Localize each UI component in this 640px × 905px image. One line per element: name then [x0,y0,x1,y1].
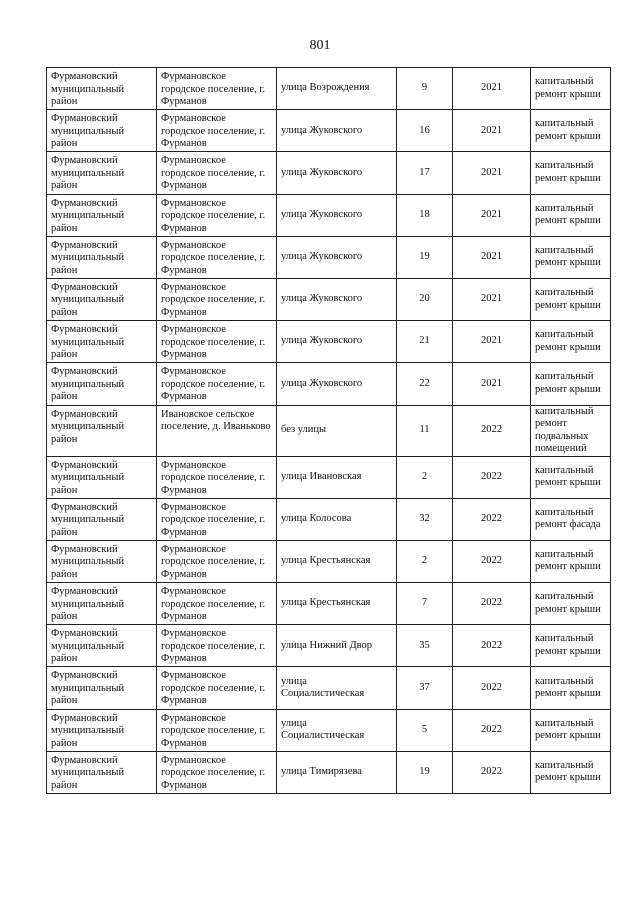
settlement-cell: Фурмановское городское поселение, г. Фурманов [157,709,277,751]
house-number-cell: 16 [397,110,453,152]
table-row [47,110,611,152]
work-type-cell: капитальный ремонт крыши [531,625,611,667]
year-cell: 2021 [453,68,531,110]
district-cell: Фурмановский муниципальный район [47,667,157,709]
table-row [47,278,611,320]
street-cell: улица Жуковского [277,194,397,236]
table-row [47,583,611,625]
work-type-cell: капитальный ремонт крыши [531,583,611,625]
work-type-cell: капитальный ремонт крыши [531,68,611,110]
work-type-cell: капитальный ремонт крыши [531,110,611,152]
district-cell: Фурмановский муниципальный район [47,194,157,236]
table-row [47,363,611,405]
year-cell: 2022 [453,405,531,456]
house-number-cell: 18 [397,194,453,236]
work-type-cell: капитальный ремонт крыши [531,751,611,793]
house-number-cell: 7 [397,583,453,625]
settlement-cell: Фурмановское городское поселение, г. Фурманов [157,68,277,110]
street-cell: улица Жуковского [277,236,397,278]
house-number-cell: 37 [397,667,453,709]
work-type-cell: капитальный ремонт крыши [531,152,611,194]
district-cell: Фурмановский муниципальный район [47,625,157,667]
work-type-cell: капитальный ремонт крыши [531,278,611,320]
street-cell: улица Жуковского [277,152,397,194]
house-number-cell: 19 [397,751,453,793]
settlement-cell: Фурмановское городское поселение, г. Фурманов [157,751,277,793]
district-cell: Фурмановский муниципальный район [47,68,157,110]
work-type-cell: капитальный ремонт подвальных помещений [531,405,611,456]
settlement-cell: Фурмановское городское поселение, г. Фурманов [157,583,277,625]
house-number-cell: 2 [397,456,453,498]
year-cell: 2021 [453,321,531,363]
district-cell: Фурмановский муниципальный район [47,540,157,582]
table-row [47,321,611,363]
street-cell: улица Жуковского [277,321,397,363]
house-number-cell: 19 [397,236,453,278]
house-number-cell: 5 [397,709,453,751]
table-row [47,152,611,194]
district-cell: Фурмановский муниципальный район [47,405,157,456]
work-type-cell: капитальный ремонт крыши [531,363,611,405]
work-type-cell: капитальный ремонт крыши [531,456,611,498]
table-row [47,68,611,110]
year-cell: 2021 [453,363,531,405]
house-number-cell: 11 [397,405,453,456]
settlement-cell: Фурмановское городское поселение, г. Фурманов [157,456,277,498]
year-cell: 2021 [453,236,531,278]
settlement-cell: Фурмановское городское поселение, г. Фурманов [157,236,277,278]
table-row [47,625,611,667]
table-row [47,667,611,709]
district-cell: Фурмановский муниципальный район [47,363,157,405]
settlement-cell: Фурмановское городское поселение, г. Фурманов [157,498,277,540]
page-number: 801 [309,38,331,53]
settlement-cell: Фурмановское городское поселение, г. Фурманов [157,625,277,667]
street-cell: улица Нижний Двор [277,625,397,667]
street-cell: улица Возрождения [277,68,397,110]
year-cell: 2022 [453,498,531,540]
settlement-cell: Фурмановское городское поселение, г. Фурманов [157,540,277,582]
work-type-cell: капитальный ремонт фасада [531,498,611,540]
house-number-cell: 32 [397,498,453,540]
table-row [47,405,611,456]
street-cell: улица Крестьянская [277,540,397,582]
work-type-cell: капитальный ремонт крыши [531,236,611,278]
table-body [47,68,611,794]
street-cell: улица Социалистическая [277,709,397,751]
house-number-cell: 9 [397,68,453,110]
table-row [47,194,611,236]
year-cell: 2022 [453,583,531,625]
settlement-cell: Фурмановское городское поселение, г. Фурманов [157,194,277,236]
street-cell: без улицы [277,405,397,456]
street-cell: улица Колосова [277,498,397,540]
table-row [47,540,611,582]
street-cell: улица Жуковского [277,278,397,320]
district-cell: Фурмановский муниципальный район [47,456,157,498]
year-cell: 2022 [453,456,531,498]
district-cell: Фурмановский муниципальный район [47,709,157,751]
settlement-cell: Фурмановское городское поселение, г. Фурманов [157,278,277,320]
year-cell: 2021 [453,278,531,320]
repair-schedule-table [46,67,611,794]
year-cell: 2022 [453,709,531,751]
year-cell: 2022 [453,751,531,793]
street-cell: улица Ивановская [277,456,397,498]
settlement-cell: Фурмановское городское поселение, г. Фурманов [157,110,277,152]
year-cell: 2022 [453,540,531,582]
district-cell: Фурмановский муниципальный район [47,152,157,194]
work-type-cell: капитальный ремонт крыши [531,194,611,236]
year-cell: 2021 [453,152,531,194]
district-cell: Фурмановский муниципальный район [47,583,157,625]
year-cell: 2022 [453,625,531,667]
work-type-cell: капитальный ремонт крыши [531,667,611,709]
house-number-cell: 2 [397,540,453,582]
table-row [47,751,611,793]
street-cell: улица Крестьянская [277,583,397,625]
street-cell: улица Жуковского [277,363,397,405]
year-cell: 2022 [453,667,531,709]
year-cell: 2021 [453,194,531,236]
house-number-cell: 20 [397,278,453,320]
settlement-cell: Фурмановское городское поселение, г. Фурманов [157,363,277,405]
district-cell: Фурмановский муниципальный район [47,278,157,320]
work-type-cell: капитальный ремонт крыши [531,540,611,582]
district-cell: Фурмановский муниципальный район [47,751,157,793]
district-cell: Фурмановский муниципальный район [47,321,157,363]
district-cell: Фурмановский муниципальный район [47,110,157,152]
table-row [47,236,611,278]
table-row [47,456,611,498]
year-cell: 2021 [453,110,531,152]
house-number-cell: 17 [397,152,453,194]
settlement-cell: Фурмановское городское поселение, г. Фурманов [157,667,277,709]
house-number-cell: 22 [397,363,453,405]
house-number-cell: 35 [397,625,453,667]
settlement-cell: Ивановское сельское поселение, д. Иваньково [157,405,277,456]
table-row [47,709,611,751]
street-cell: улица Тимирязева [277,751,397,793]
district-cell: Фурмановский муниципальный район [47,236,157,278]
table-row [47,498,611,540]
work-type-cell: капитальный ремонт крыши [531,321,611,363]
work-type-cell: капитальный ремонт крыши [531,709,611,751]
street-cell: улица Жуковского [277,110,397,152]
house-number-cell: 21 [397,321,453,363]
settlement-cell: Фурмановское городское поселение, г. Фурманов [157,152,277,194]
district-cell: Фурмановский муниципальный район [47,498,157,540]
street-cell: улица Социалистическая [277,667,397,709]
settlement-cell: Фурмановское городское поселение, г. Фурманов [157,321,277,363]
